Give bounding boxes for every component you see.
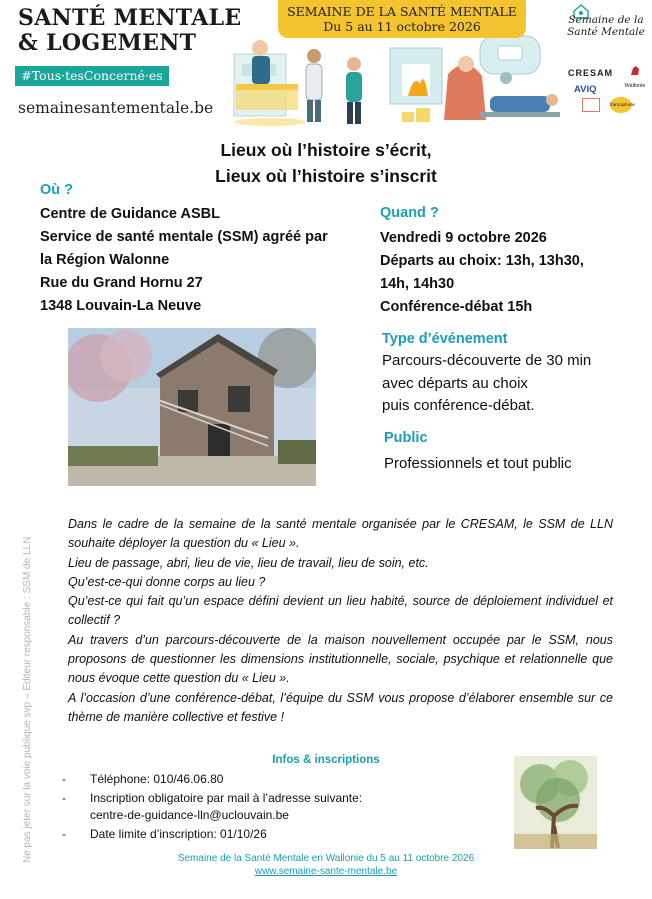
where-line: Service de santé mentale (SSM) agréé par [40, 229, 328, 245]
where-line: Rue du Grand Hornu 27 [40, 275, 203, 291]
event-type-line: Parcours-découverte de 30 min [382, 352, 592, 369]
week-banner [278, 0, 526, 38]
when-label: Quand ? [380, 205, 439, 221]
list-dash: - [62, 791, 66, 805]
publisher-note: Ne pas jeter sur la voie publique svp – Editeur responsable : SSM de LLN [22, 536, 33, 863]
description-paragraph: Dans le cadre de la semaine de la santé mentale organisée par le CRESAM, le SSM de LLN souhaite déployer la question du « Lieu ». [68, 517, 613, 551]
footer-text: Semaine de la Santé Mentale en Wallonie du 5 au 11 octobre 2026 [177, 853, 475, 864]
cresam-logo: CRESAM [568, 68, 614, 78]
where-line: 1348 Louvain-La Neuve [40, 298, 202, 314]
banner-line-1: SEMAINE DE LA SANTÉ MENTALE [287, 4, 517, 19]
website-text: semainesantementale.be [18, 99, 214, 117]
description-block [68, 515, 613, 727]
francophone-logo: francophone [610, 97, 632, 113]
hashtag-badge: #Tous·tesConcerné·es [15, 66, 169, 86]
aviq-logo: AVIQ [574, 84, 597, 95]
housing-illustration [230, 24, 572, 134]
description-paragraph: Au travers d’un parcours-découverte de la maison nouvellement occupée par le SSM, nous proposons de questionner les dimensions institutionnelle, sociale, psychique et relationnelle que nous évoque cette question du « Lieu ». [68, 632, 613, 686]
event-type-label: Type d’événement [382, 331, 508, 347]
wallonie-logo: Wallonie [624, 64, 646, 89]
list-dash: - [62, 827, 66, 841]
where-address [40, 203, 328, 318]
building-photo [68, 328, 316, 486]
list-dash: - [62, 772, 66, 786]
small-square-logo [582, 98, 600, 112]
phone-text: Téléphone: 010/46.06.80 [90, 772, 224, 786]
title-line-1: Lieux où l’histoire s’écrit, [220, 140, 432, 160]
description-paragraph: A l’occasion d’une conférence-débat, l’équipe du SSM vous propose d’élaborer ensemble sur ce thème de manière collective et festive ! [68, 690, 613, 724]
info-phone-row [62, 771, 362, 790]
when-line: 14h, 14h30 [380, 276, 455, 292]
event-type-line: puis conférence-débat. [382, 397, 535, 414]
email-link[interactable]: centre-de-guidance-lln@uclouvain.be [90, 808, 289, 822]
info-deadline-row [62, 826, 362, 843]
brand-title [18, 6, 241, 56]
event-type-text [382, 350, 591, 418]
when-line: Vendredi 9 octobre 2026 [380, 230, 547, 246]
brand-line-1: SANTÉ MENTALE [18, 5, 242, 31]
tree-drawing [514, 756, 597, 849]
rooster-icon [628, 64, 642, 78]
when-line: Départs au choix: 13h, 13h30, [380, 253, 584, 269]
when-line: Conférence-débat 15h [380, 299, 533, 315]
info-email-row [62, 807, 362, 826]
when-details [380, 227, 584, 319]
partner-logos [556, 0, 652, 120]
description-paragraph: Qu’est-ce qui fait qu’un espace défini devient un lieu habité, source de déploiement individuel et collectif ? [68, 594, 613, 628]
brand-line-2: & LOGEMENT [18, 30, 197, 56]
registration-text: Inscription obligatoire par mail à l’adresse suivante: [90, 791, 363, 805]
description-paragraph: Lieu de passage, abri, lieu de vie, lieu de travail, lieu de soin, etc. [68, 555, 429, 570]
audience-label: Public [384, 430, 428, 446]
where-line: Centre de Guidance ASBL [40, 206, 220, 222]
info-registration-row [62, 790, 362, 807]
logo-script: Semaine de la Santé Mentale [567, 14, 645, 38]
description-paragraph: Qu’est-ce-qui donne corps au lieu ? [68, 574, 266, 589]
title-line-2: Lieux où l’histoire s’inscrit [215, 166, 437, 186]
where-label: Où ? [40, 182, 74, 198]
infos-list [62, 771, 362, 843]
infos-title: Infos & inscriptions [272, 754, 380, 766]
event-title [0, 137, 652, 189]
deadline-text: Date limite d’inscription: 01/10/26 [90, 827, 267, 841]
audience-text: Professionnels et tout public [384, 455, 572, 472]
footer-link[interactable]: www.semaine-sante-mentale.be [254, 866, 398, 877]
banner-line-2: Du 5 au 11 octobre 2026 [323, 19, 481, 34]
where-line: la Région Walonne [40, 252, 170, 268]
event-type-line: avec départs au choix [382, 374, 528, 392]
